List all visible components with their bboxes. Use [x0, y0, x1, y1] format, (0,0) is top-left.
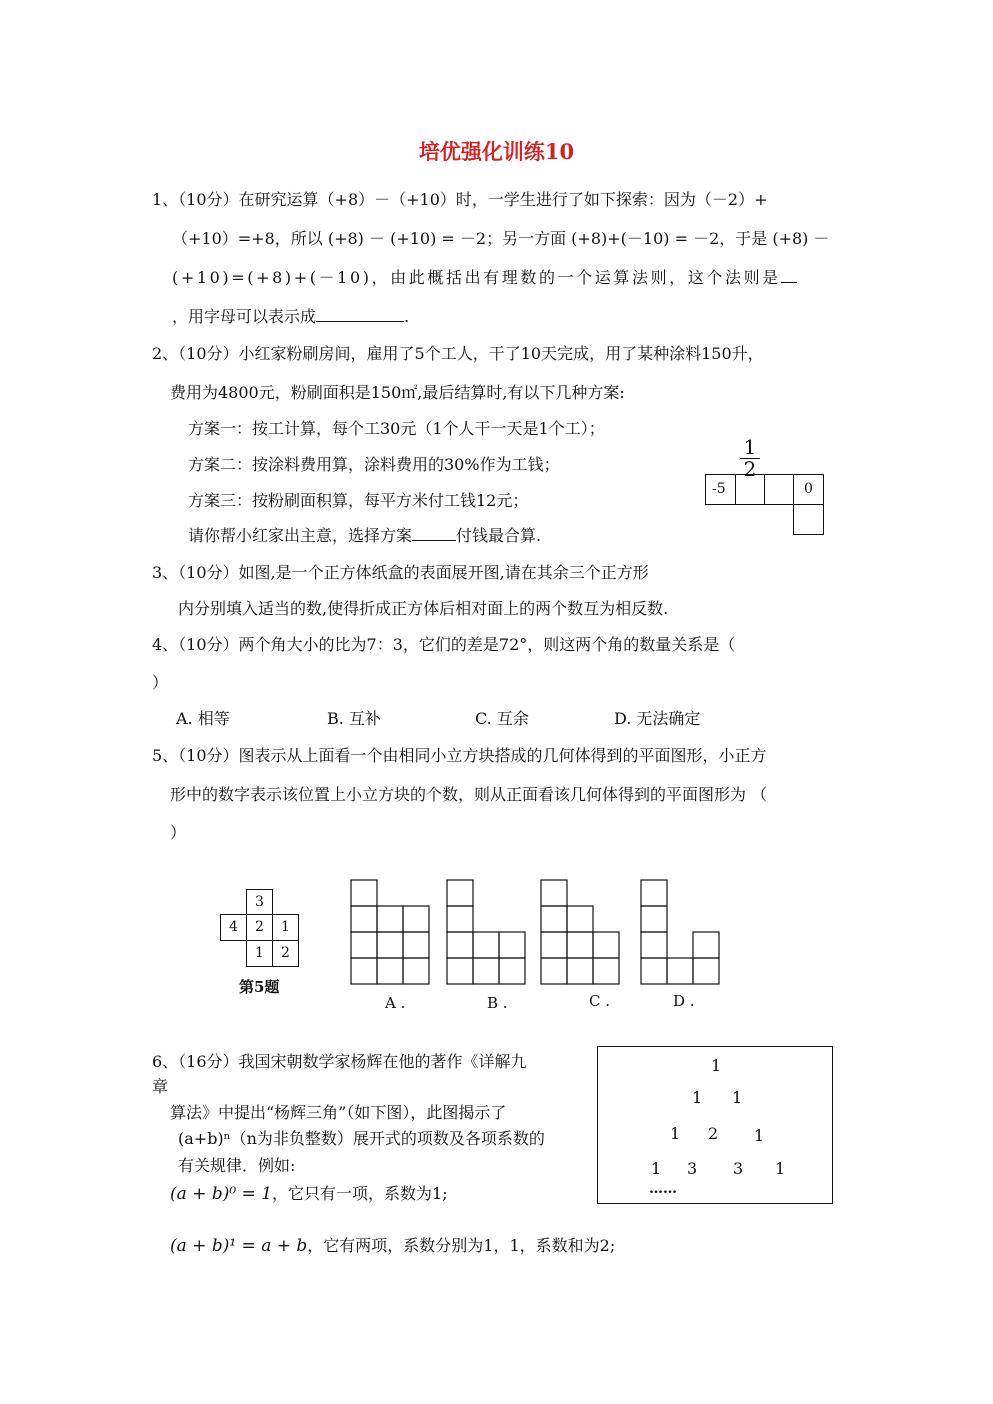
q6-line4: 有关规律．例如: — [178, 1156, 296, 1175]
option-a-figure — [351, 880, 429, 984]
figure-caption: 第5题 — [239, 978, 280, 996]
net-fraction — [736, 437, 764, 479]
q2-plan-blank[interactable] — [412, 526, 456, 541]
option-d-figure — [641, 880, 719, 984]
q2-line2: 费用为4800元，粉刷面积是150㎡,最后结算时,有以下几种方案: — [170, 383, 625, 402]
top-view-number: 2 — [281, 945, 290, 961]
q2-plan1: 方案一：按工计算，每个工30元（1个人干一天是1个工）； — [188, 419, 605, 438]
top-view-cell — [272, 914, 299, 941]
option-b-figure — [447, 880, 525, 984]
q6-line2: 算法》中提出“杨辉三角”（如下图），此图揭示了 — [170, 1103, 507, 1122]
q1-line4: ，用字母可以表示成 . — [172, 307, 410, 326]
q1-formula-blank[interactable] — [316, 307, 404, 322]
q1-line1: 1、（10分）在研究运算（+8）－（+10）时，一学生进行了如下探索：因为（－2）+ — [152, 190, 768, 209]
q5-option-d-label[interactable]: D . — [673, 992, 695, 1010]
triangle-number: 1 — [732, 1088, 743, 1107]
q5-option-figures — [345, 872, 735, 990]
net-cell-left[interactable] — [705, 474, 736, 505]
q5-line3: ） — [170, 823, 187, 842]
q5-option-a-label[interactable]: A . — [385, 994, 406, 1012]
top-view-cell — [246, 914, 273, 941]
q6-line1: 6、（16分）我国宋朝数学家杨辉在他的著作《详解九 — [152, 1052, 527, 1071]
q3-line2: 内分别填入适当的数,使得折成正方体后相对面上的两个数互为相反数. — [178, 599, 669, 618]
top-view-cell — [246, 940, 273, 967]
triangle-number: 1 — [651, 1159, 662, 1178]
yanghui-triangle-box — [597, 1046, 833, 1204]
fraction-numerator: 1 — [743, 435, 757, 459]
q4-option-a[interactable]: A. 相等 — [176, 709, 230, 728]
triangle-number: 1 — [754, 1126, 765, 1145]
q6-line1b: 章 — [152, 1077, 169, 1096]
q2-plan3: 方案三：按粉刷面积算，每平方米付工钱12元； — [188, 491, 529, 510]
q2-ask: 请你帮小红家出主意，选择方案 付钱最合算. — [188, 526, 542, 545]
q2-plan2: 方案二：按涂料费用算，涂料费用的30%作为工钱； — [188, 455, 560, 474]
formula-power-zero: (a + b)⁰ = 1 — [170, 1184, 273, 1204]
q4-line2: ） — [152, 673, 169, 692]
q4-option-c[interactable]: C. 互余 — [475, 709, 529, 728]
triangle-number: 3 — [733, 1159, 744, 1178]
top-view-number: 1 — [281, 919, 290, 935]
top-view-cell — [272, 940, 299, 967]
q1-line2: （+10）=+8，所以 (+8) － (+10) = －2；另一方面 (+8)+(－10) = －2，于是 (+8) － — [172, 229, 830, 248]
net-cell-bottom[interactable] — [793, 504, 824, 535]
q4-option-b[interactable]: B. 互补 — [327, 709, 381, 728]
q6-example-1 — [170, 1236, 615, 1256]
top-view-cell — [246, 889, 273, 915]
q1-rule-blank[interactable] — [781, 268, 797, 283]
triangle-number: 3 — [687, 1159, 698, 1178]
top-view-number: 3 — [255, 894, 264, 910]
q5-option-b-label[interactable]: B . — [487, 994, 508, 1012]
triangle-number: 1 — [711, 1056, 722, 1075]
q5-line1: 5、（10分）图表示从上面看一个由相同小立方块搭成的几何体得到的平面图形，小正方 — [152, 746, 767, 765]
net-left-value: -5 — [712, 481, 726, 497]
q5-option-c-label[interactable]: C . — [589, 992, 611, 1010]
formula-power-one: (a + b)¹ = a + b — [170, 1236, 308, 1256]
net-right-value: 0 — [804, 481, 813, 497]
net-cell-blank[interactable] — [764, 474, 794, 505]
option-c-figure — [541, 880, 619, 984]
example-0-text: ，它只有一项，系数为1; — [272, 1184, 448, 1203]
top-view-number: 2 — [255, 919, 264, 935]
page-title: 培优强化训练10 — [418, 139, 575, 164]
triangle-number: 1 — [692, 1088, 703, 1107]
top-view-cell — [220, 914, 247, 941]
top-view-number: 4 — [229, 919, 238, 935]
q6-example-0 — [170, 1184, 448, 1204]
triangle-ellipsis: …… — [649, 1181, 677, 1197]
net-cell-right[interactable] — [793, 474, 824, 505]
q3-line1: 3、（10分）如图,是一个正方体纸盒的表面展开图,请在其余三个正方形 — [152, 563, 649, 582]
triangle-number: 1 — [775, 1159, 786, 1178]
q4-line1: 4、（10分）两个角大小的比为7：3，它们的差是72°，则这两个角的数量关系是（ — [152, 635, 736, 654]
triangle-number: 2 — [708, 1124, 719, 1143]
q2-line1: 2、（10分）小红家粉刷房间，雇用了5个工人，干了10天完成，用了某种涂料150升， — [152, 344, 764, 363]
q6-line3: (a+b)ⁿ（n为非负整数）展开式的项数及各项系数的 — [178, 1129, 545, 1148]
example-1-text: ，它有两项，系数分别为1，1，系数和为2; — [307, 1236, 616, 1255]
top-view-number: 1 — [255, 945, 264, 961]
q4-option-d[interactable]: D. 无法确定 — [614, 709, 701, 728]
q5-line2: 形中的数字表示该位置上小立方块的个数，则从正面看该几何体得到的平面图形为 （ — [170, 785, 768, 804]
triangle-number: 1 — [670, 1124, 681, 1143]
fraction-denominator: 2 — [743, 457, 757, 481]
q1-line3: (+10)=(+8)+(－10)，由此概括出有理数的一个运算法则，这个法则是 — [172, 268, 797, 288]
